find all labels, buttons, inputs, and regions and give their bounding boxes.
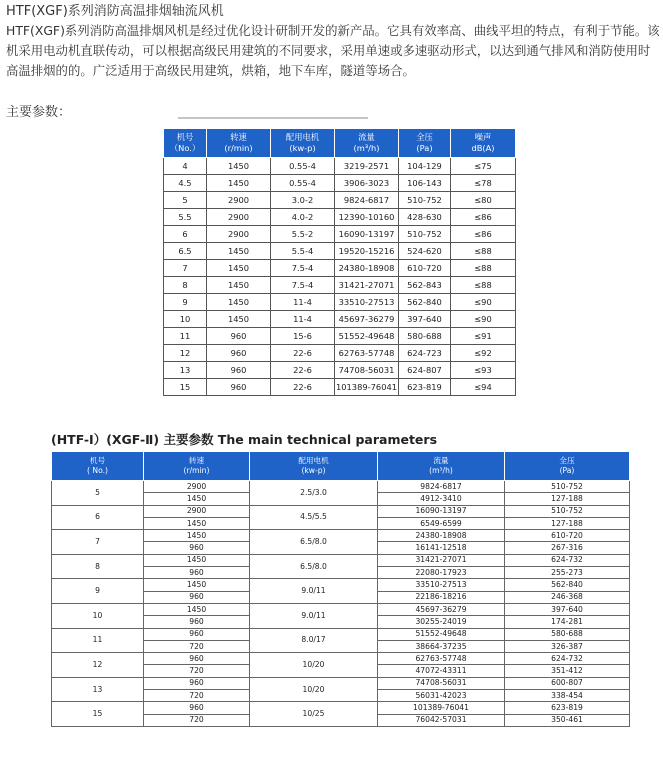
fan-number-cell: 7 [52,530,144,555]
table-cell: 1450 [207,311,271,328]
table-row [52,677,630,689]
speed-cell: 1450 [144,530,250,542]
table-cell: 16090-13197 [335,226,399,243]
table-row [52,653,630,665]
table-cell: ≤88 [451,277,516,294]
flow-cell: 31421-27071 [378,554,505,566]
table-cell: ≤78 [451,175,516,192]
table-cell: ≤86 [451,226,516,243]
motor-cell: 10/20 [250,653,378,678]
params-label: 主要参数： [6,105,72,120]
table-cell: 2900 [207,226,271,243]
motor-cell: 6.5/8.0 [250,554,378,579]
pressure-cell: 600-807 [505,677,630,689]
flow-cell: 56031-42023 [378,690,505,702]
table-cell: 101389-76041 [335,379,399,396]
speed-cell: 960 [144,616,250,628]
speed-cell: 1450 [144,603,250,615]
table-cell: 1450 [207,260,271,277]
table-row [164,243,516,260]
speed-cell: 960 [144,702,250,714]
speed-cell: 960 [144,628,250,640]
table-cell: 4.5 [164,175,207,192]
table-cell: 8 [164,277,207,294]
fan-number-cell: 12 [52,653,144,678]
table-cell: 5 [164,192,207,209]
table-cell: 3906-3023 [335,175,399,192]
speed-cell: 1450 [144,579,250,591]
table-cell: ≤88 [451,243,516,260]
table-cell: 1450 [207,277,271,294]
table-row [164,362,516,379]
fan-number-cell: 8 [52,554,144,579]
speed-cell: 960 [144,567,250,579]
page-title: HTF(XGF)系列消防高温排烟轴流风机 [6,4,224,19]
table-header-cell: 机号 ( No.) [52,452,144,481]
table-row [52,530,630,542]
table-cell: ≤93 [451,362,516,379]
flow-cell: 51552-49648 [378,628,505,640]
table-cell: 45697-36279 [335,311,399,328]
flow-cell: 4912-3410 [378,493,505,505]
motor-cell: 9.0/11 [250,579,378,604]
table-cell: 428-630 [399,209,451,226]
table-cell: 610-720 [399,260,451,277]
table-cell: 10 [164,311,207,328]
table-header-row [164,129,516,158]
pressure-cell: 624-732 [505,554,630,566]
pressure-cell: 127-188 [505,517,630,529]
flow-cell: 76042-57031 [378,714,505,726]
table-row [164,209,516,226]
speed-cell: 2900 [144,481,250,493]
fan-number-cell: 5 [52,481,144,506]
table-cell: 22-6 [271,379,335,396]
table-row [164,311,516,328]
motor-cell: 10/20 [250,677,378,702]
flow-cell: 22186-18216 [378,591,505,603]
speed-cell: 720 [144,714,250,726]
flow-cell: 33510-27513 [378,579,505,591]
table-cell: 15-6 [271,328,335,345]
table-cell: 960 [207,345,271,362]
pressure-cell: 267-316 [505,542,630,554]
flow-cell: 101389-76041 [378,702,505,714]
speed-cell: 2900 [144,505,250,517]
speed-cell: 960 [144,653,250,665]
speed-cell: 720 [144,690,250,702]
table-cell: 0.55-4 [271,158,335,175]
pressure-cell: 127-188 [505,493,630,505]
motor-cell: 2.5/3.0 [250,481,378,506]
flow-cell: 30255-24019 [378,616,505,628]
table-cell: 2900 [207,192,271,209]
fan-number-cell: 9 [52,579,144,604]
section-heading: (HTF-Ⅰ）(XGF-Ⅱ) 主要参数 The main technical parameters [51,432,438,447]
table-cell: 5.5-4 [271,243,335,260]
table-cell: 510-752 [399,192,451,209]
table-row [164,175,516,192]
table-cell: 3.0-2 [271,192,335,209]
table-cell: 62763-57748 [335,345,399,362]
table-header-cell: 转速 (r/min) [207,129,271,158]
table-header-cell: 流量 (m³/h) [335,129,399,158]
speed-cell: 960 [144,677,250,689]
pressure-cell: 326-387 [505,640,630,652]
table-cell: 12 [164,345,207,362]
params-table-1 [163,128,516,396]
table-cell: 524-620 [399,243,451,260]
table-row [164,277,516,294]
table-cell: 7 [164,260,207,277]
table-cell: ≤88 [451,260,516,277]
fan-number-cell: 11 [52,628,144,653]
pressure-cell: 246-368 [505,591,630,603]
table-cell: 624-807 [399,362,451,379]
flow-cell: 9824-6817 [378,481,505,493]
table-cell: ≤90 [451,294,516,311]
flow-cell: 6549-6599 [378,517,505,529]
speed-cell: 960 [144,542,250,554]
table-row [52,505,630,517]
pressure-cell: 510-752 [505,505,630,517]
table-cell: 7.5-4 [271,260,335,277]
table-row [52,554,630,566]
pressure-cell: 610-720 [505,530,630,542]
flow-cell: 22080-17923 [378,567,505,579]
table-cell: 15 [164,379,207,396]
table-header-cell: 配用电机 (kw-p) [250,452,378,481]
table-cell: 11-4 [271,294,335,311]
table-cell: 31421-27071 [335,277,399,294]
table-row [164,158,516,175]
table-cell: 13 [164,362,207,379]
table-header-cell: 全压 (Pa) [505,452,630,481]
table-cell: 12390-10160 [335,209,399,226]
table-cell: 11 [164,328,207,345]
table-cell: 5.5-2 [271,226,335,243]
pressure-cell: 338-454 [505,690,630,702]
table-cell: 960 [207,328,271,345]
table-header-cell: 流量 (m³/h) [378,452,505,481]
table-cell: 11-4 [271,311,335,328]
flow-cell: 16141-12518 [378,542,505,554]
table-cell: ≤91 [451,328,516,345]
table-cell: 3219-2571 [335,158,399,175]
motor-cell: 4.5/5.5 [250,505,378,530]
pressure-cell: 351-412 [505,665,630,677]
table-cell: 19520-15216 [335,243,399,260]
table-cell: 22-6 [271,362,335,379]
table-cell: 33510-27513 [335,294,399,311]
flow-cell: 47072-43311 [378,665,505,677]
table-header-cell: 全压 (Pa) [399,129,451,158]
speed-cell: 960 [144,591,250,603]
fan-number-cell: 10 [52,603,144,628]
table-cell: 24380-18908 [335,260,399,277]
table-cell: ≤92 [451,345,516,362]
table-cell: 562-840 [399,294,451,311]
table-cell: 562-843 [399,277,451,294]
table-row [164,226,516,243]
table-cell: 960 [207,379,271,396]
table-header-cell: 机号 （No.） [164,129,207,158]
fan-number-cell: 6 [52,505,144,530]
table-header-row [52,452,630,481]
table-row [164,260,516,277]
table-cell: 9 [164,294,207,311]
pressure-cell: 624-732 [505,653,630,665]
table-cell: 960 [207,362,271,379]
speed-cell: 720 [144,665,250,677]
table-cell: 6.5 [164,243,207,260]
flow-cell: 62763-57748 [378,653,505,665]
table-cell: ≤80 [451,192,516,209]
table-cell: 623-819 [399,379,451,396]
table-row [52,702,630,714]
table-row [164,192,516,209]
table-cell: 4.0-2 [271,209,335,226]
intro-paragraph: HTF(XGF)系列消防高温排烟风机是经过优化设计研制开发的新产品。它具有效率高、曲线平坦的特点，有利于节能。该机采用电动机直联传动，可以根据高级民用建筑的不同要求，采用单速或多速驱动形式，以达到通气排风和消防使用时高温排烟的的。广泛适用于高级民用建筑，烘箱，地下车库，隧道等场合。 [6,23,660,78]
speed-cell: 1450 [144,554,250,566]
table-cell: 104-129 [399,158,451,175]
table-cell: 1450 [207,175,271,192]
table-cell: 22-6 [271,345,335,362]
table-cell: 510-752 [399,226,451,243]
table-cell: 6 [164,226,207,243]
motor-cell: 9.0/11 [250,603,378,628]
table-cell: 4 [164,158,207,175]
fan-number-cell: 15 [52,702,144,727]
table-cell: 9824-6817 [335,192,399,209]
table-cell: 1450 [207,158,271,175]
table-cell: 51552-49648 [335,328,399,345]
pressure-cell: 255-273 [505,567,630,579]
pressure-cell: 562-840 [505,579,630,591]
flow-cell: 16090-13197 [378,505,505,517]
speed-cell: 720 [144,640,250,652]
table-cell: 0.55-4 [271,175,335,192]
table-header-cell: 转速 (r/min) [144,452,250,481]
table-cell: ≤94 [451,379,516,396]
table-cell: 5.5 [164,209,207,226]
motor-cell: 6.5/8.0 [250,530,378,555]
decorative-line [178,117,368,119]
table-cell: 1450 [207,294,271,311]
table-cell: 580-688 [399,328,451,345]
table-row [164,345,516,362]
pressure-cell: 174-281 [505,616,630,628]
flow-cell: 24380-18908 [378,530,505,542]
table-cell: ≤90 [451,311,516,328]
motor-cell: 10/25 [250,702,378,727]
pressure-cell: 350-461 [505,714,630,726]
table-row [52,579,630,591]
table-cell: 74708-56031 [335,362,399,379]
table-cell: 1450 [207,243,271,260]
params-table-2 [51,451,630,727]
flow-cell: 74708-56031 [378,677,505,689]
table-row [52,603,630,615]
flow-cell: 45697-36279 [378,603,505,615]
fan-number-cell: 13 [52,677,144,702]
table-row [52,481,630,493]
table-cell: 397-640 [399,311,451,328]
pressure-cell: 510-752 [505,481,630,493]
pressure-cell: 623-819 [505,702,630,714]
table-cell: 106-143 [399,175,451,192]
table-header-cell: 配用电机 (kw-p) [271,129,335,158]
table-cell: ≤86 [451,209,516,226]
pressure-cell: 397-640 [505,603,630,615]
speed-cell: 1450 [144,493,250,505]
pressure-cell: 580-688 [505,628,630,640]
table-cell: 624-723 [399,345,451,362]
flow-cell: 38664-37235 [378,640,505,652]
table-cell: 2900 [207,209,271,226]
table-row [164,379,516,396]
motor-cell: 8.0/17 [250,628,378,653]
speed-cell: 1450 [144,517,250,529]
table-cell: 7.5-4 [271,277,335,294]
table-row [164,294,516,311]
table-cell: ≤75 [451,158,516,175]
table-row [164,328,516,345]
table-row [52,628,630,640]
table-header-cell: 噪声 dB(A) [451,129,516,158]
